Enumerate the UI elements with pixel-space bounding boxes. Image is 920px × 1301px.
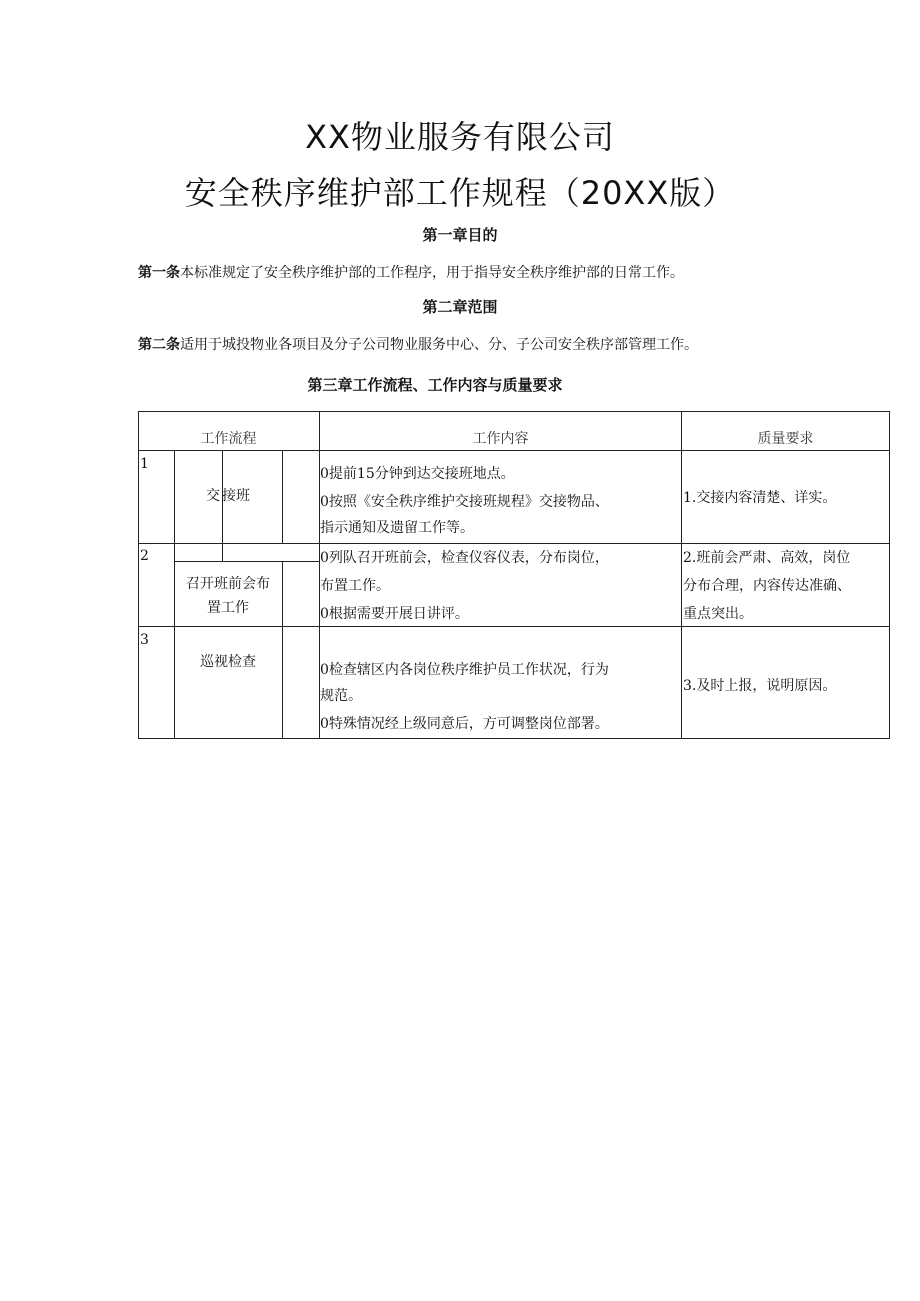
article-1 [138, 262, 684, 282]
quality-line: 分布合理，内容传达准确、 [683, 578, 851, 594]
header-flow: 工作流程 [200, 431, 257, 447]
header-quality: 质量要求 [757, 431, 814, 447]
content-line: 0特殊情况经上级同意后，方可调整岗位部署。 [320, 716, 609, 732]
chapter-2-heading: 第二章范围 [422, 298, 498, 316]
table-rule [282, 561, 283, 739]
table-rule [174, 561, 320, 562]
row-1-quality: 1.交接内容清楚、详实。 [683, 490, 837, 506]
row-2-quality [683, 546, 889, 626]
row-2-number: 2 [140, 548, 149, 564]
content-line: 0提前15分钟到达交接班地点。 [320, 466, 515, 482]
row-3-number: 3 [140, 632, 149, 648]
row-1-content [320, 462, 680, 540]
row-3-content [320, 658, 680, 736]
content-line: 布置工作。 [320, 578, 390, 594]
chapter-1-heading: 第一章目的 [422, 226, 498, 244]
table-border-bottom [138, 738, 890, 739]
row-2-step-a: 召开班前会布 [186, 576, 270, 592]
article-2-label: 第二条 [138, 337, 180, 353]
content-line: 0按照《安全秩序维护交接班规程》交接物品、 [320, 494, 609, 510]
article-1-label: 第一条 [138, 265, 180, 281]
content-line: 0列队召开班前会，检查仪容仪表，分布岗位， [320, 550, 609, 566]
table-rule [681, 411, 682, 739]
row-3-quality: 3.及时上报，说明原因。 [683, 678, 837, 694]
article-2-text: 适用于城投物业各项目及分子公司物业服务中心、分、子公司安全秩序部管理工作。 [180, 337, 698, 353]
quality-line: 2.班前会严肃、高效，岗位 [683, 550, 851, 566]
document-subtitle: 安全秩序维护部工作规程（20XX版） [184, 174, 736, 212]
article-2 [138, 334, 698, 354]
row-3-step: 巡视检查 [200, 654, 256, 670]
row-1-step-a: 交 [206, 488, 220, 504]
row-1-number: 1 [140, 456, 149, 472]
table-border-right [889, 411, 890, 739]
row-2-step-b: 置工作 [207, 600, 249, 616]
header-content: 工作内容 [472, 431, 529, 447]
document-title: XX物业服务有限公司 [305, 118, 615, 156]
content-line: 指示通知及遗留工作等。 [320, 520, 474, 536]
chapter-3-heading: 第三章工作流程、工作内容与质量要求 [307, 376, 563, 394]
table-border-left [138, 411, 139, 739]
row-2-content [320, 546, 680, 626]
row-1-step-b: 接班 [222, 488, 250, 504]
article-1-text: 本标准规定了安全秩序维护部的工作程序，用于指导安全秩序维护部的日常工作。 [180, 265, 684, 281]
table-rule [282, 450, 283, 544]
row-2-step [174, 572, 282, 620]
content-line: 规范。 [320, 688, 362, 704]
table-rule [138, 626, 890, 627]
table-rule [138, 543, 890, 544]
content-line: 0根据需要开展日讲评。 [320, 606, 469, 622]
content-line: 0检查辖区内各岗位秩序维护员工作状况，行为 [320, 662, 609, 678]
table-border-top [138, 411, 890, 412]
quality-line: 重点突出。 [683, 606, 753, 622]
